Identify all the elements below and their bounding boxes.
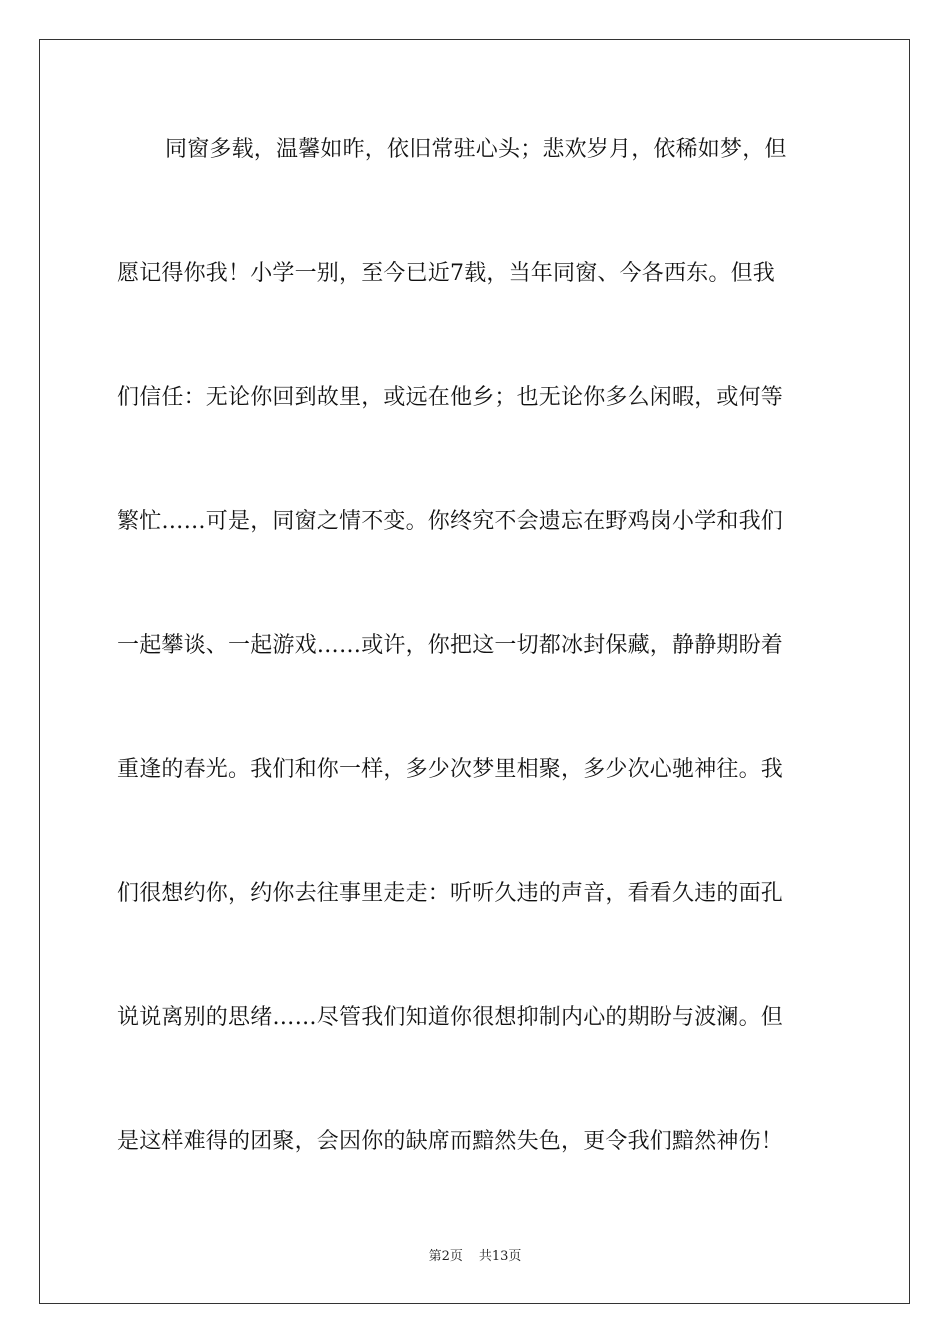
page-number: 第2页 — [428, 1249, 463, 1264]
paragraph-line: 一起攀谈、一起游戏……或许，你把这一切都冰封保藏，静静期盼着 — [117, 633, 784, 658]
paragraph-line: 说说离别的思绪……尽管我们知道你很想抑制内心的期盼与波澜。但 — [117, 1005, 784, 1030]
paragraph-line: 们信任：无论你回到故里，或远在他乡；也无论你多么闲暇，或何等 — [117, 385, 784, 410]
document-body — [117, 120, 833, 1236]
paragraph-line: 们很想约你，约你去往事里走走：听听久违的声音，看看久违的面孔 — [117, 881, 784, 906]
page-footer — [0, 1245, 950, 1264]
paragraph-line: 是这样难得的团聚，会因你的缺席而黯然失色，更令我们黯然神伤！ — [117, 1129, 784, 1154]
paragraph-line: 同窗多载，温馨如昨，依旧常驻心头；悲欢岁月，依稀如梦，但 — [165, 137, 787, 162]
total-pages: 共13页 — [478, 1249, 522, 1264]
paragraph-line: 重逢的春光。我们和你一样，多少次梦里相聚，多少次心驰神往。我 — [117, 757, 784, 782]
paragraph-line: 繁忙……可是，同窗之情不变。你终究不会遗忘在野鸡岗小学和我们 — [117, 509, 784, 534]
paragraph-line: 愿记得你我！小学一别，至今已近7载，当年同窗、今各西东。但我 — [117, 261, 775, 286]
